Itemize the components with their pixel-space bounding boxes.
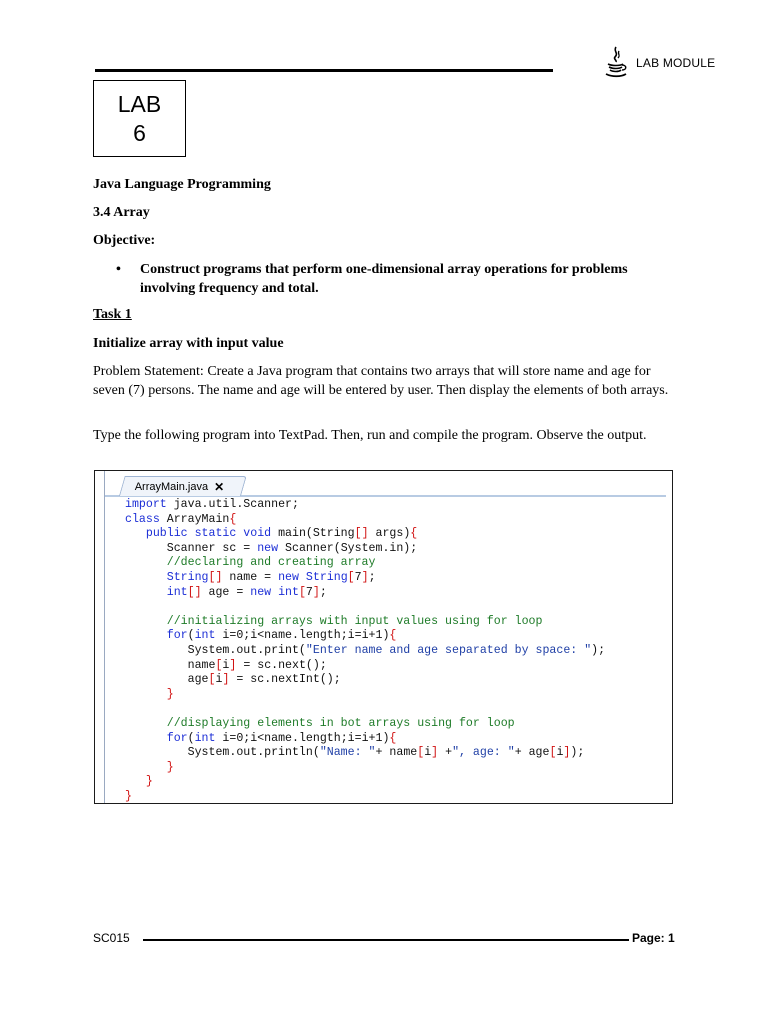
header-brand bbox=[604, 45, 715, 81]
code-line: //displaying elements in bot arrays using for loop bbox=[125, 716, 515, 730]
objective-text: Construct programs that perform one-dimensional array operations for problems involving frequency and total. bbox=[140, 262, 628, 296]
bullet-icon: • bbox=[116, 262, 121, 277]
code-line bbox=[125, 702, 605, 717]
header-rule bbox=[95, 69, 553, 72]
close-icon[interactable]: ✕ bbox=[214, 479, 225, 494]
code-line: name[i] = sc.next(); bbox=[125, 658, 327, 672]
code-line: Scanner sc = new Scanner(System.in); bbox=[125, 541, 418, 555]
objective-heading: Objective: bbox=[93, 233, 156, 248]
code-line: //declaring and creating array bbox=[125, 556, 376, 570]
code-line: class ArrayMain{ bbox=[125, 512, 237, 526]
course-code: SC015 bbox=[93, 931, 130, 945]
code-block bbox=[125, 498, 605, 804]
code-line: System.out.println("Name: "+ name[i] +", age: "+ age[i]); bbox=[125, 746, 585, 760]
code-line: } bbox=[125, 775, 153, 789]
footer-rule bbox=[143, 939, 629, 941]
page-number: Page: 1 bbox=[632, 931, 675, 945]
code-line: import java.util.Scanner; bbox=[125, 498, 299, 511]
problem-statement: Problem Statement: Create a Java program that contains two arrays that will store name and age for seven (7) persons. The name and age will be entered by user. Then display the elements of both arrays. bbox=[93, 364, 669, 398]
code-line: } bbox=[125, 760, 174, 774]
code-line: public static void main(String[] args){ bbox=[145, 527, 418, 541]
objective-list-item bbox=[116, 260, 636, 298]
editor-tab[interactable] bbox=[119, 476, 247, 496]
editor-tab-label: ArrayMain.java bbox=[134, 480, 209, 493]
subject-title: Java Language Programming bbox=[93, 177, 271, 192]
code-line: System.out.print("Enter name and age separated by space: "); bbox=[125, 643, 606, 657]
code-line: String[] name = new String[7]; bbox=[166, 570, 376, 584]
editor-tab-bar bbox=[105, 475, 666, 497]
lab-number: 6 bbox=[133, 119, 146, 146]
code-line: for(int i=0;i<name.length;i=i+1){ bbox=[166, 731, 397, 745]
lab-number-box bbox=[93, 80, 186, 157]
instruction-text: Type the following program into TextPad. Then, run and compile the program. Observe the output. bbox=[93, 428, 647, 443]
editor-gutter-line bbox=[104, 471, 105, 803]
code-line: } bbox=[125, 687, 174, 701]
module-label: LAB MODULE bbox=[636, 56, 716, 70]
java-cup-icon bbox=[604, 46, 628, 80]
code-editor-screenshot bbox=[94, 470, 673, 804]
task-subheading: Initialize array with input value bbox=[93, 336, 284, 351]
code-line: for(int i=0;i<name.length;i=i+1){ bbox=[166, 629, 397, 643]
section-heading: 3.4 Array bbox=[93, 205, 150, 220]
code-line bbox=[125, 600, 605, 615]
code-line: int[] age = new int[7]; bbox=[166, 585, 327, 599]
task-heading: Task 1 bbox=[93, 307, 132, 322]
lab-label: LAB bbox=[117, 90, 162, 117]
code-line: //initializing arrays with input values using for loop bbox=[125, 614, 543, 628]
code-line: } bbox=[125, 789, 132, 803]
code-line: age[i] = sc.nextInt(); bbox=[125, 673, 341, 687]
